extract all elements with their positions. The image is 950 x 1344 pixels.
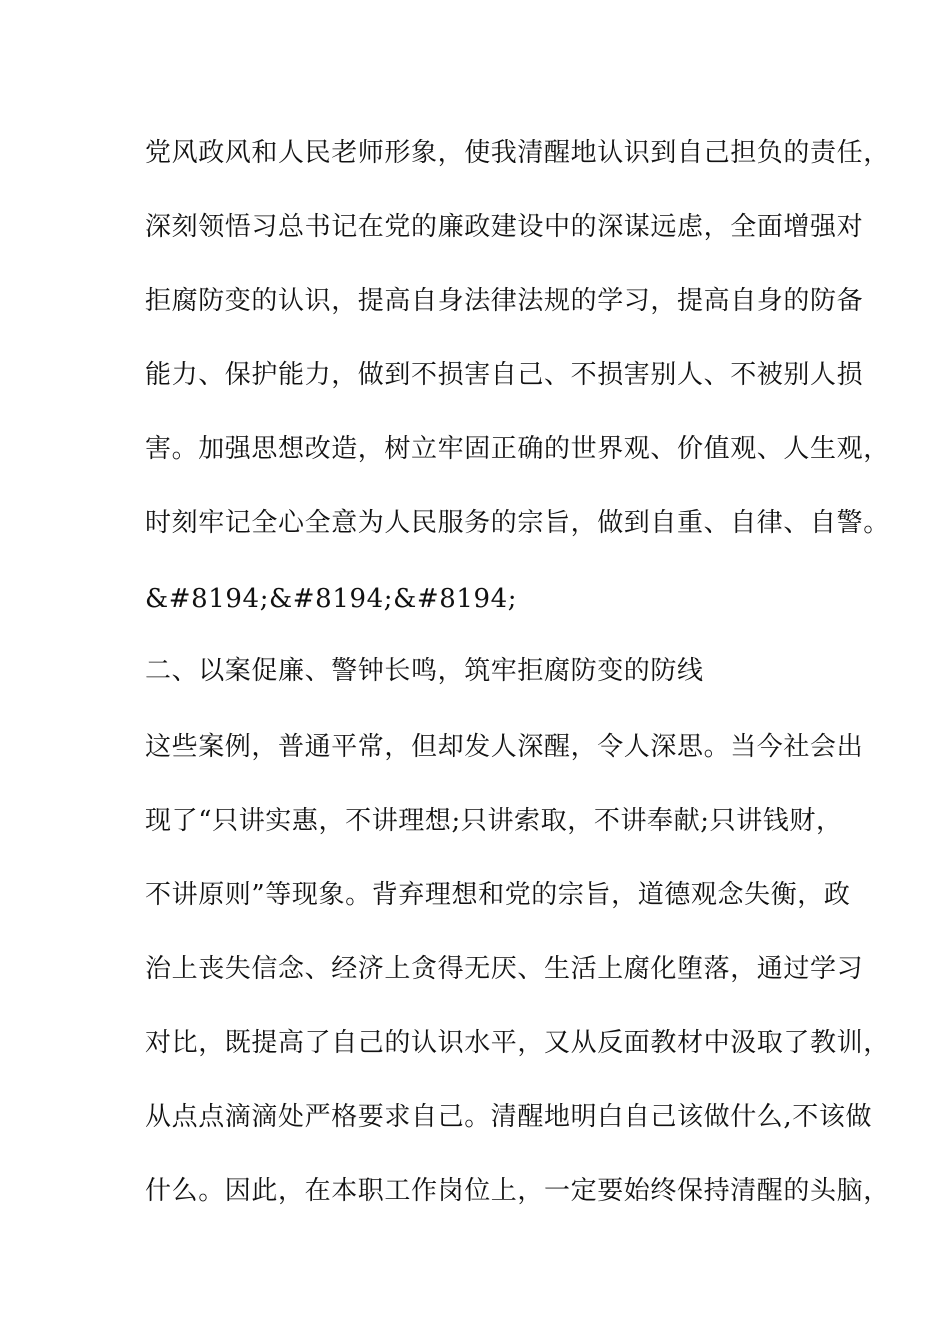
section-heading: 二、以案促廉、警钟长鸣，筑牢拒腐防变的防线 [145, 656, 704, 686]
body-line: 深刻领悟习总书记在党的廉政建设中的深谋远虑，全面增强对 [145, 212, 864, 242]
body-line: 时刻牢记全心全意为人民服务的宗旨，做到自重、自律、自警。 [145, 508, 890, 538]
body-line: 对比，既提高了自己的认识水平，又从反面教材中汲取了教训， [145, 1028, 890, 1058]
body-line: 这些案例，普通平常，但却发人深醒，令人深思。当今社会出 [145, 732, 864, 762]
body-line: 害。加强思想改造，树立牢固正确的世界观、价值观、人生观， [145, 434, 890, 464]
entity-text-line: &#8194;&#8194;&#8194; [145, 584, 518, 614]
body-line: 不讲原则”等现象。背弃理想和党的宗旨，道德观念失衡，政 [145, 880, 851, 910]
body-line: 现了“只讲实惠，不讲理想;只讲索取，不讲奉献;只讲钱财， [145, 806, 843, 836]
body-line: 拒腐防变的认识，提高自身法律法规的学习，提高自身的防备 [145, 286, 864, 316]
body-line: 从点点滴滴处严格要求自己。清醒地明白自己该做什么,不该做 [145, 1102, 873, 1132]
body-line: 能力、保护能力，做到不损害自己、不损害别人、不被别人损 [145, 360, 864, 390]
body-line: 什么。因此，在本职工作岗位上，一定要始终保持清醒的头脑， [145, 1176, 890, 1206]
body-line: 治上丧失信念、经济上贪得无厌、生活上腐化堕落，通过学习 [145, 954, 864, 984]
body-line: 党风政风和人民老师形象，使我清醒地认识到自己担负的责任， [145, 138, 890, 168]
